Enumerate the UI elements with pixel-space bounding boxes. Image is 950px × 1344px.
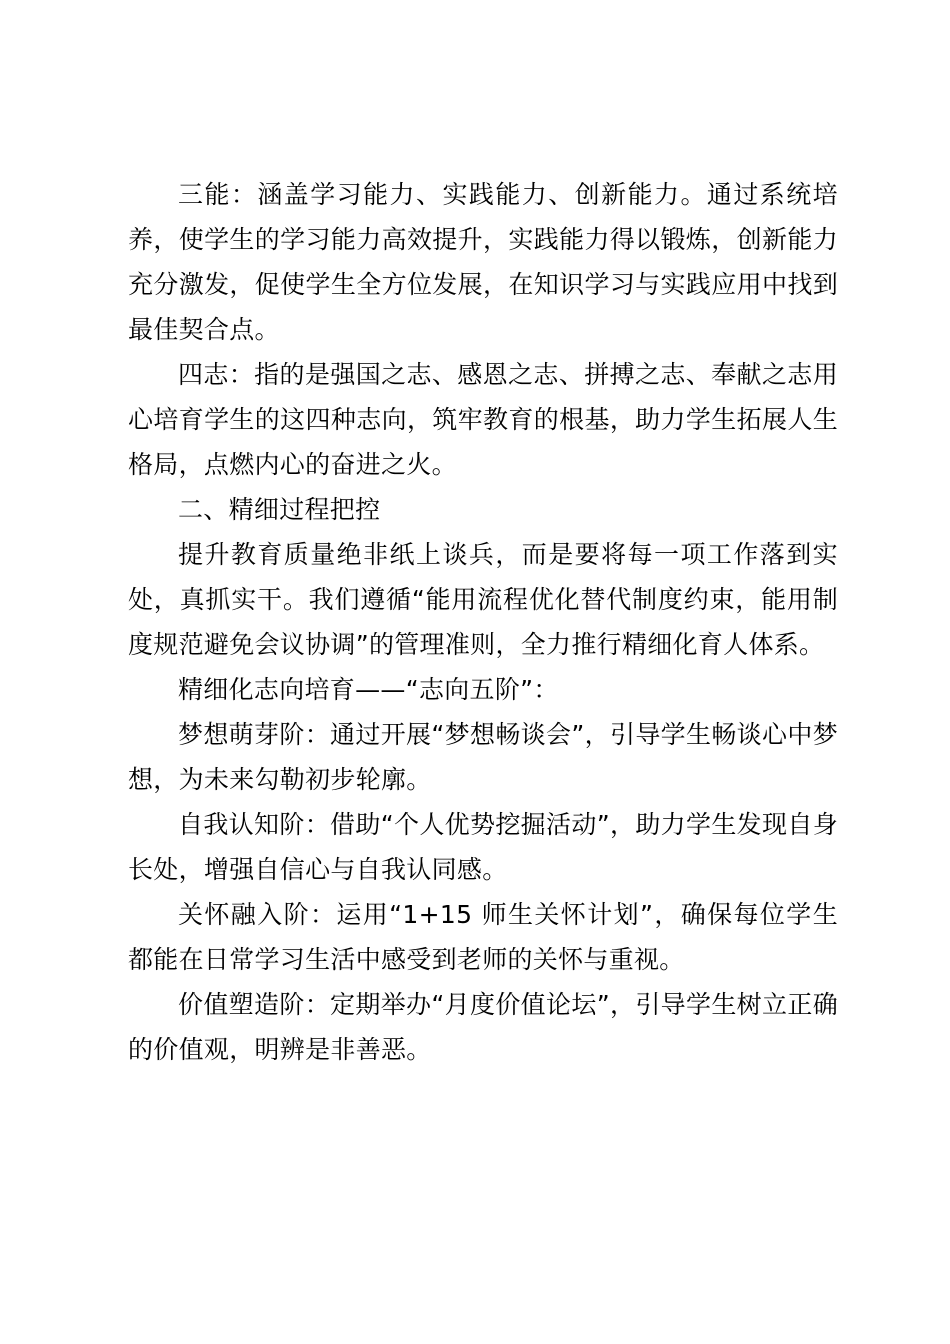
document-body [128,172,838,1072]
paragraph-stage-self-awareness: 自我认知阶：借助“个人优势挖掘活动”，助力学生发现自身长处，增强自信心与自我认同感。 [128,810,838,884]
paragraph-five-stages-intro: 精细化志向培育——“志向五阶”： [178,675,559,704]
paragraph-stage-dream: 梦想萌芽阶：通过开展“梦想畅谈会”，引导学生畅谈心中梦想，为未来勾勒初步轮廓。 [128,720,838,794]
paragraph-san-neng: 三能：涵盖学习能力、实践能力、创新能力。通过系统培养，使学生的学习能力高效提升，实践能力得以锻炼，创新能力充分激发，促使学生全方位发展，在知识学习与实践应用中找到最佳契合点。 [128,180,838,344]
paragraph-si-zhi: 四志：指的是强国之志、感恩之志、拼搏之志、奉献之志用心培育学生的这四种志向，筑牢教育的根基，助力学生拓展人生格局，点燃内心的奋进之火。 [128,360,838,479]
paragraph-stage-care: 关怀融入阶：运用“1+15 师生关怀计划”，确保每位学生都能在日常学习生活中感受到老师的关怀与重视。 [128,900,838,974]
paragraph-stage-values: 价值塑造阶：定期举办“月度价值论坛”，引导学生树立正确的价值观，明辨是非善恶。 [128,990,838,1064]
section-heading: 二、精细过程把控 [178,495,381,524]
paragraph-quality: 提升教育质量绝非纸上谈兵，而是要将每一项工作落到实处，真抓实干。我们遵循“能用流程优化替代制度约束，能用制度规范避免会议协调”的管理准则，全力推行精细化育人体系。 [128,540,838,659]
